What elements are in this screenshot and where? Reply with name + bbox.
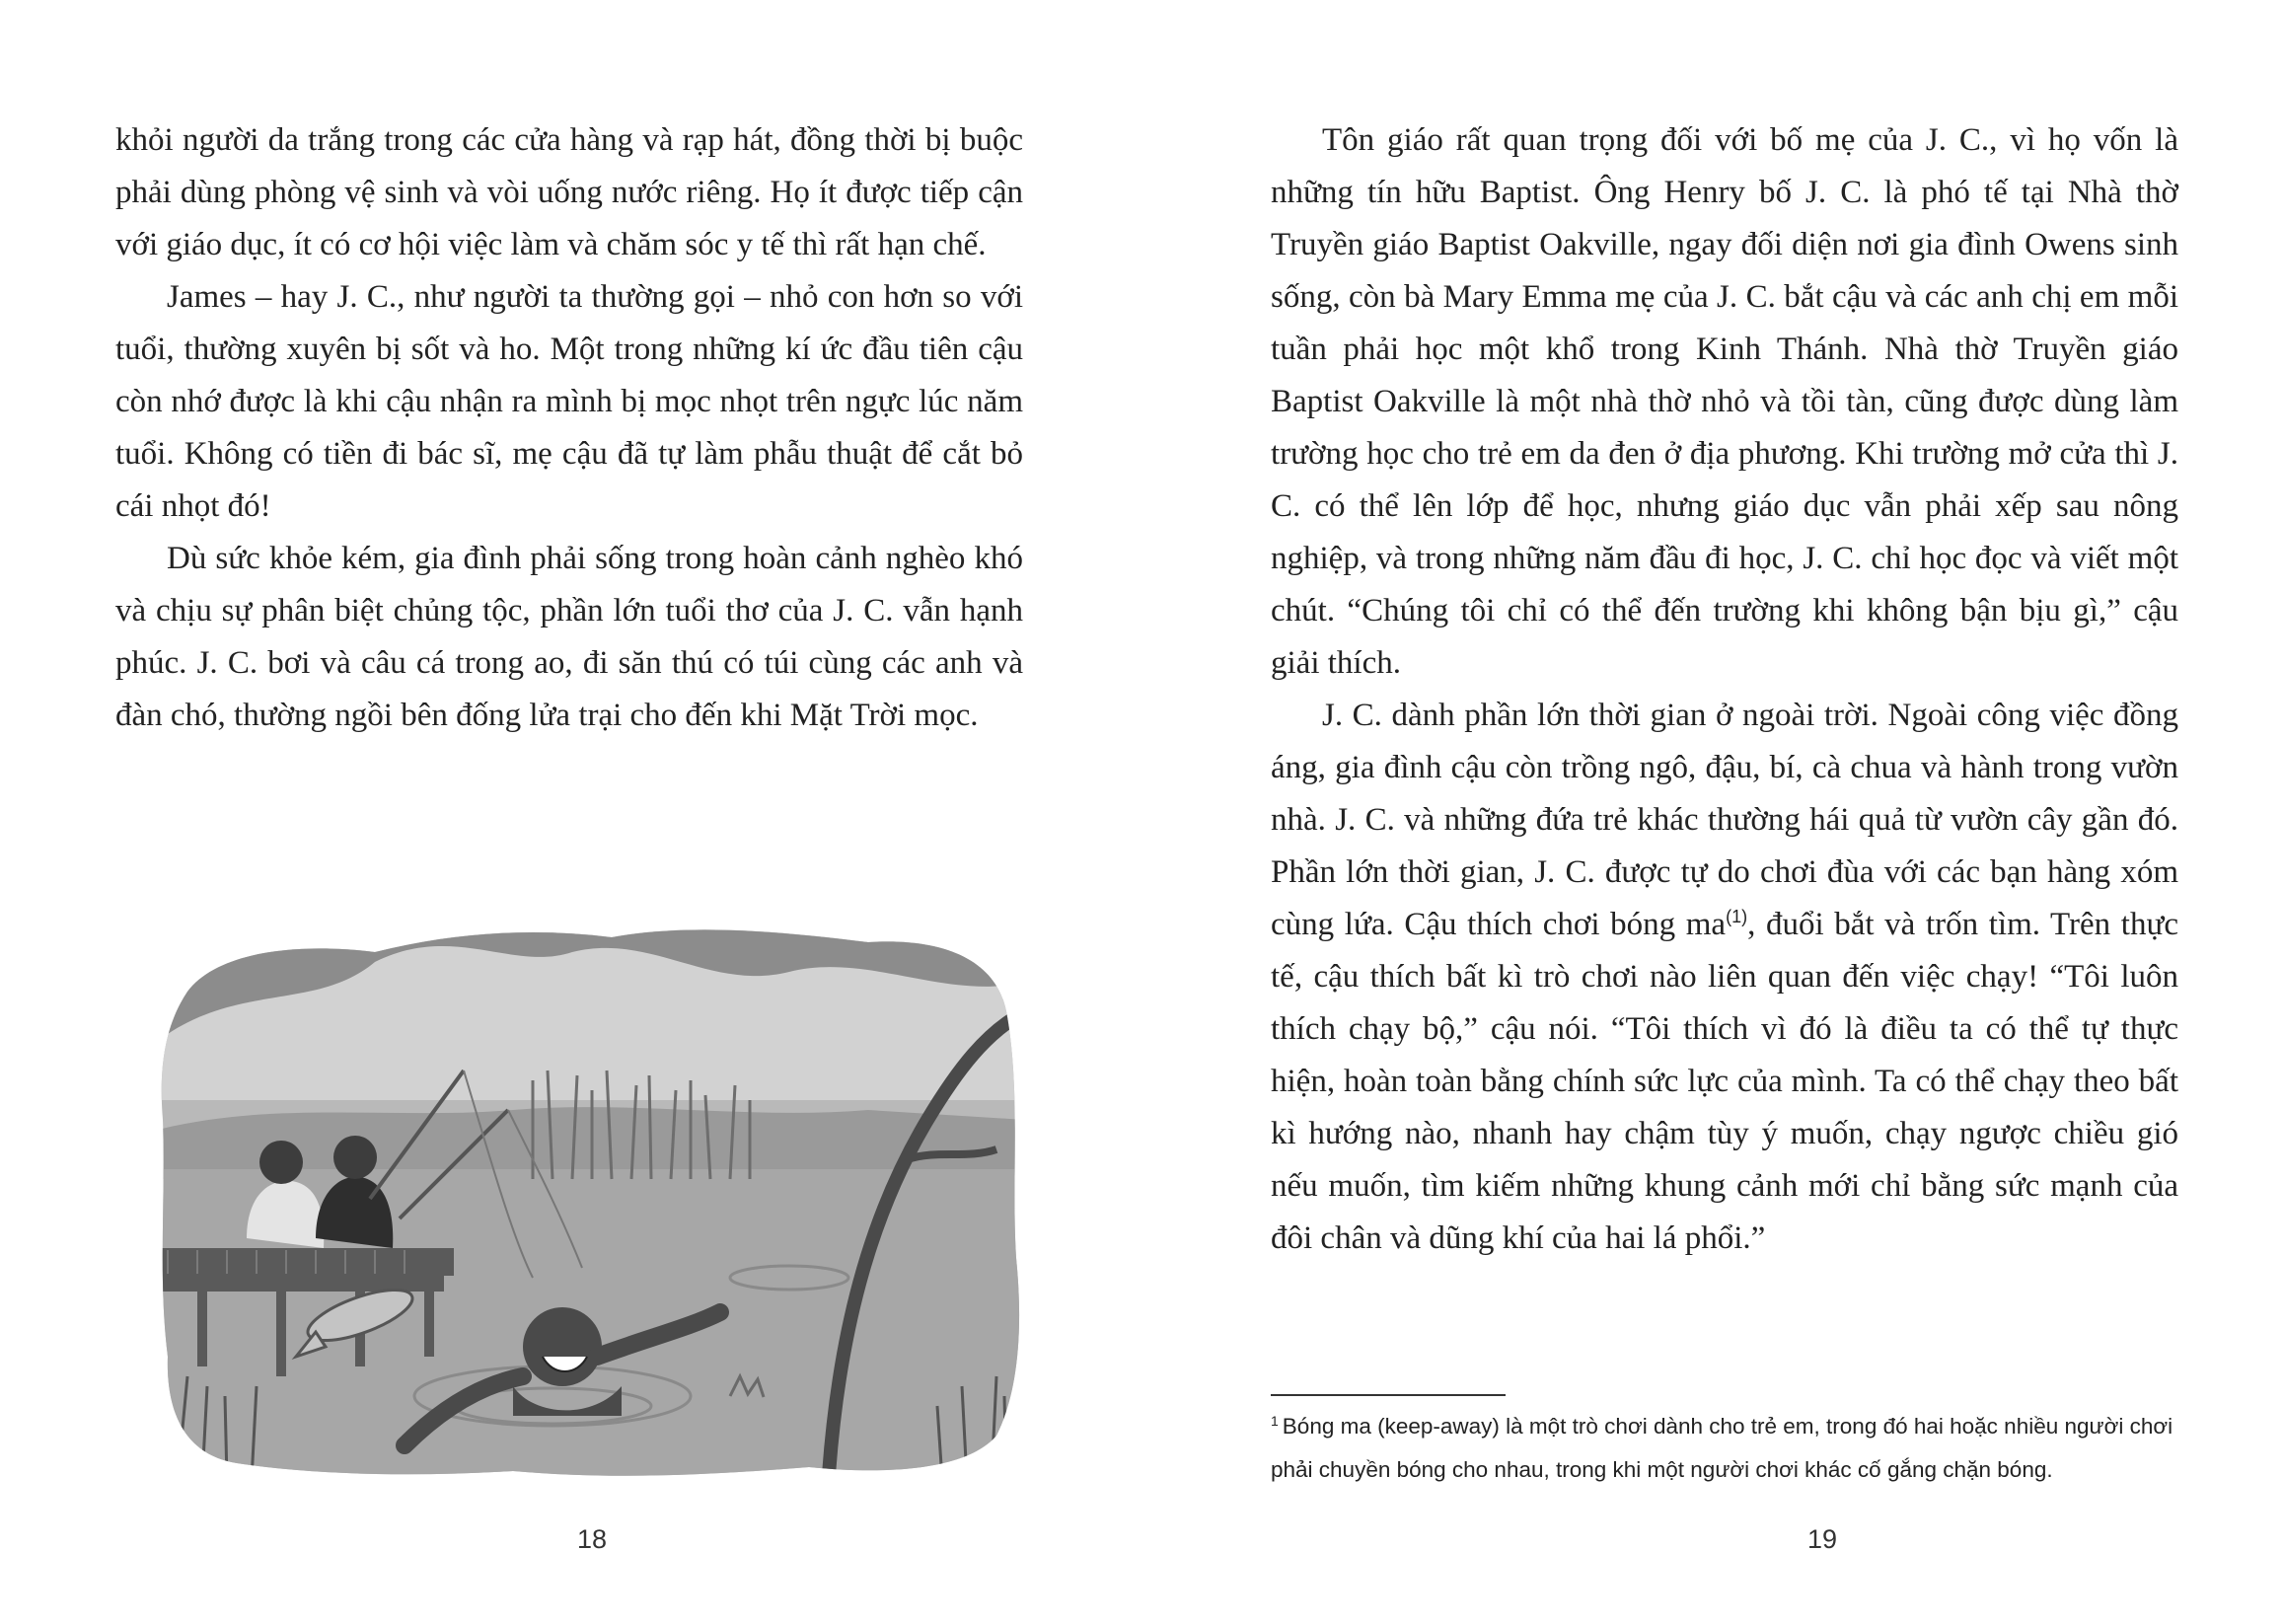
footnote-text: Bóng ma (keep-away) là một trò chơi dành cho trẻ em, trong đó hai hoặc nhiều người chơi phải chuyền bóng cho nhau, trong khi một người chơi khác cố gắng chặn bóng. <box>1271 1414 2173 1482</box>
footnote-mark: 1 <box>1271 1412 1279 1429</box>
children-fishing-pond-illustration <box>158 923 1026 1480</box>
right-paragraph-2-part-2: , đuổi bắt và trốn tìm. Trên thực tế, cậu thích bất kì trò chơi nào liên quan đến việc chạy! “Tôi luôn thích chạy bộ,” cậu nói. “Tôi thích vì đó là điều ta có thể tự thực hiện, hoàn toàn bằng chính sức lực của mình. Ta có thể chạy theo bất kì hướng nào, nhanh hay chậm tùy ý muốn, chạy ngược chiều gió nếu muốn, tìm kiếm những khung cảnh mới chỉ bằng sức mạnh của đôi chân và dũng khí của hai lá phổi.” <box>1271 907 2178 1256</box>
footnote-divider <box>1271 1394 1506 1396</box>
right-page-body <box>1271 114 2178 1265</box>
right-page <box>1142 0 2283 1624</box>
right-paragraph-2 <box>1271 690 2178 1265</box>
right-paragraph-1: Tôn giáo rất quan trọng đối với bố mẹ của J. C., vì họ vốn là những tín hữu Baptist. Ông Henry bố J. C. là phó tế tại Nhà thờ Truyền giáo Baptist Oakville, ngay đối diện nơi gia đình Owens sinh sống, còn bà Mary Emma mẹ của J. C. bắt cậu và các anh chị em mỗi tuần phải học một khổ trong Kinh Thánh. Nhà thờ Truyền giáo Baptist Oakville là một nhà thờ nhỏ và tồi tàn, cũng được dùng làm trường học cho trẻ em da đen ở địa phương. Khi trường mở cửa thì J. C. có thể lên lớp để học, nhưng giáo dục vẫn phải xếp sau nông nghiệp, và trong những năm đầu đi học, J. C. chỉ học đọc và viết một chút. “Chúng tôi chỉ có thể đến trường khi không bận bịu gì,” cậu giải thích. <box>1271 122 2178 681</box>
left-paragraph-1: khỏi người da trắng trong các cửa hàng và rạp hát, đồng thời bị buộc phải dùng phòng vệ sinh và vòi uống nước riêng. Họ ít được tiếp cận với giáo dục, ít có cơ hội việc làm và chăm sóc y tế thì rất hạn chế. <box>115 122 1023 262</box>
left-paragraph-2: James – hay J. C., như người ta thường gọi – nhỏ con hơn so với tuổi, thường xuyên bị sốt và ho. Một trong những kí ức đầu tiên cậu còn nhớ được là khi cậu nhận ra mình bị mọc nhọt trên ngực lúc năm tuổi. Không có tiền đi bác sĩ, mẹ cậu đã tự làm phẫu thuật để cắt bỏ cái nhọt đó! <box>115 279 1023 524</box>
page-number-right: 19 <box>1806 1524 1838 1554</box>
right-paragraph-2-part-1: J. C. dành phần lớn thời gian ở ngoài trời. Ngoài công việc đồng áng, gia đình cậu còn trồng ngô, đậu, bí, cà chua và hành trong vườn nhà. J. C. và những đứa trẻ khác thường hái quả từ vườn cây gần đó. Phần lớn thời gian, J. C. được tự do chơi đùa với các bạn hàng xóm cùng lứa. Cậu thích chơi bóng ma <box>1271 698 2178 942</box>
footnote <box>1271 1405 2198 1492</box>
left-page-body <box>115 114 1023 742</box>
left-paragraph-3: Dù sức khỏe kém, gia đình phải sống trong hoàn cảnh nghèo khó và chịu sự phân biệt chủng tộc, phần lớn tuổi thơ của J. C. vẫn hạnh phúc. J. C. bơi và câu cá trong ao, đi săn thú có túi cùng các anh và đàn chó, thường ngồi bên đống lửa trại cho đến khi Mặt Trời mọc. <box>115 541 1023 733</box>
page-number-left: 18 <box>576 1524 608 1554</box>
footnote-reference: (1) <box>1726 907 1748 926</box>
